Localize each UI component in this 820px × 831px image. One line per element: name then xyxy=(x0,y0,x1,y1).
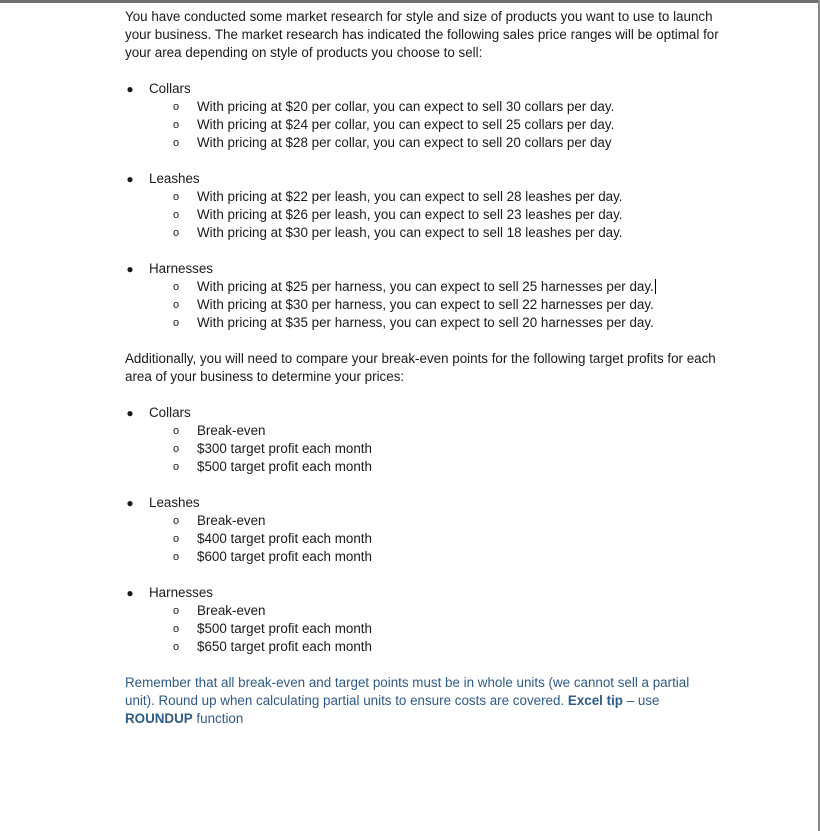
sub-bullet-text: $650 target profit each month xyxy=(197,639,372,654)
circle-bullet-icon: o xyxy=(172,317,180,329)
circle-bullet-icon: o xyxy=(172,209,180,221)
sub-bullet-text: Break-even xyxy=(197,603,266,618)
bullet-title: Collars xyxy=(149,405,191,420)
bullet-leashes-targets xyxy=(125,494,735,512)
circle-bullet-icon: o xyxy=(172,641,180,653)
sub-bullet-item xyxy=(125,314,735,332)
note-line-1: Remember that all break-even and target points must be in whole units (we cannot sell a partial xyxy=(125,675,690,690)
text-cursor xyxy=(655,279,656,294)
sub-bullet-item xyxy=(125,548,735,566)
sub-bullet-item xyxy=(125,422,735,440)
circle-bullet-icon: o xyxy=(172,443,180,455)
circle-bullet-icon: o xyxy=(172,425,180,437)
sub-bullet-item[interactable] xyxy=(125,278,735,296)
bullet-icon: ● xyxy=(126,586,134,600)
sub-bullet-text: With pricing at $30 per leash, you can expect to sell 18 leashes per day. xyxy=(197,225,623,240)
intro-paragraph: You have conducted some market research for style and size of products you want to use to launch your business. The market research has indicated the following sales price ranges will be optimal for your area depending on style of products you choose to sell: xyxy=(125,9,719,60)
note-line-3: function xyxy=(192,711,244,726)
circle-bullet-icon: o xyxy=(172,227,180,239)
sub-bullet-item xyxy=(125,458,735,476)
note-line-2-end: – use xyxy=(622,693,660,708)
sub-bullet-text: With pricing at $24 per collar, you can expect to sell 25 collars per day. xyxy=(197,117,615,132)
sub-bullet-item xyxy=(125,638,735,656)
circle-bullet-icon: o xyxy=(172,191,180,203)
sub-bullet-item xyxy=(125,116,735,134)
sub-bullet-text: With pricing at $30 per harness, you can expect to sell 22 harnesses per day. xyxy=(197,297,654,312)
additional-paragraph: Additionally, you will need to compare your break-even points for the following target profits for each area of your business to determine your prices: xyxy=(125,351,716,384)
circle-bullet-icon: o xyxy=(172,551,180,563)
sub-bullet-text: $500 target profit each month xyxy=(197,621,372,636)
sub-bullet-text: With pricing at $26 per leash, you can expect to sell 23 leashes per day. xyxy=(197,207,623,222)
sub-bullet-item xyxy=(125,224,735,242)
sub-bullet-item xyxy=(125,206,735,224)
sub-bullet-item xyxy=(125,602,735,620)
circle-bullet-icon: o xyxy=(172,515,180,527)
sub-bullet-item xyxy=(125,512,735,530)
roundup-function-name: ROUNDUP xyxy=(125,711,193,726)
sub-bullet-item xyxy=(125,98,735,116)
bullet-title: Leashes xyxy=(149,171,200,186)
sub-bullet-text: With pricing at $20 per collar, you can expect to sell 30 collars per day. xyxy=(197,99,615,114)
sub-bullet-item xyxy=(125,440,735,458)
circle-bullet-icon: o xyxy=(172,119,180,131)
window-top-border xyxy=(0,0,820,3)
circle-bullet-icon: o xyxy=(172,281,180,293)
circle-bullet-icon: o xyxy=(172,533,180,545)
circle-bullet-icon: o xyxy=(172,623,180,635)
bullet-icon: ● xyxy=(126,82,134,96)
sub-bullet-text: With pricing at $22 per leash, you can expect to sell 28 leashes per day. xyxy=(197,189,623,204)
excel-tip-label: Excel tip xyxy=(567,693,623,708)
sub-bullet-item xyxy=(125,620,735,638)
sub-bullet-item xyxy=(125,296,735,314)
bullet-icon: ● xyxy=(126,496,134,510)
circle-bullet-icon: o xyxy=(172,101,180,113)
document-page xyxy=(125,8,735,728)
sub-bullet-text: $500 target profit each month xyxy=(197,459,372,474)
note-line-2: unit). Round up when calculating partial units to ensure costs are covered. xyxy=(125,693,568,708)
bullet-icon: ● xyxy=(126,172,134,186)
bullet-title: Harnesses xyxy=(149,261,214,276)
circle-bullet-icon: o xyxy=(172,137,180,149)
bullet-collars-targets xyxy=(125,404,735,422)
sub-bullet-text: $600 target profit each month xyxy=(197,549,372,564)
sub-bullet-text: Break-even xyxy=(197,423,266,438)
bullet-collars xyxy=(125,80,735,98)
sub-bullet-text: $400 target profit each month xyxy=(197,531,372,546)
sub-bullet-text: $300 target profit each month xyxy=(197,441,372,456)
roundup-note xyxy=(125,674,735,728)
circle-bullet-icon: o xyxy=(172,461,180,473)
sub-bullet-text: With pricing at $25 per harness, you can expect to sell 25 harnesses per day. xyxy=(197,279,654,294)
sub-bullet-item xyxy=(125,134,735,152)
bullet-icon: ● xyxy=(126,406,134,420)
bullet-harnesses xyxy=(125,260,735,278)
sub-bullet-item xyxy=(125,530,735,548)
bullet-title: Leashes xyxy=(149,495,200,510)
bullet-leashes xyxy=(125,170,735,188)
sub-bullet-item xyxy=(125,188,735,206)
sub-bullet-text: With pricing at $28 per collar, you can expect to sell 20 collars per day xyxy=(197,135,612,150)
circle-bullet-icon: o xyxy=(172,299,180,311)
sub-bullet-text: With pricing at $35 per harness, you can expect to sell 20 harnesses per day. xyxy=(197,315,654,330)
bullet-title: Harnesses xyxy=(149,585,214,600)
circle-bullet-icon: o xyxy=(172,605,180,617)
bullet-title: Collars xyxy=(149,81,191,96)
bullet-harnesses-targets xyxy=(125,584,735,602)
sub-bullet-text: Break-even xyxy=(197,513,266,528)
bullet-icon: ● xyxy=(126,262,134,276)
